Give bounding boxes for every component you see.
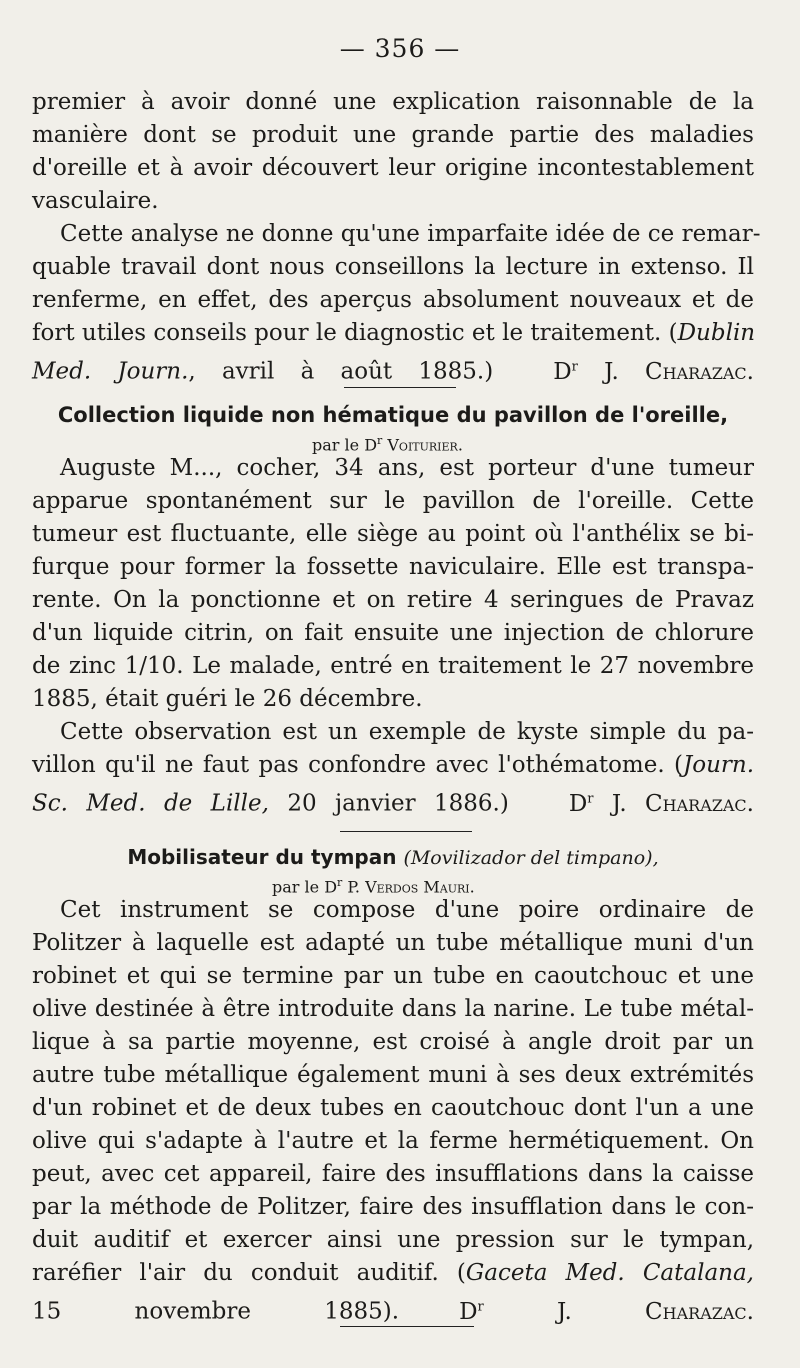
section-divider [344, 387, 456, 388]
article-byline: par le $D^r$ Voiturier. [312, 434, 463, 455]
signature: $D^r$ J. Charazac. [553, 358, 754, 385]
text-line: furque pour former la fossette naviculaire. Elle est transpa- [32, 554, 754, 580]
text-line: Auguste M..., cocher, 34 ans, est porteur d'une tumeur [60, 455, 754, 481]
text-line: d'oreille et à avoir découvert leur origine incontestablement [32, 155, 754, 181]
text-line: raréfier l'air du conduit auditif. (Gaceta Med. Catalana, [32, 1260, 754, 1286]
text-line: de zinc 1/10. Le malade, entré en traitement le 27 novembre [32, 653, 754, 679]
section-divider [340, 1326, 474, 1327]
text-line: olive destinée à être introduite dans la narine. Le tube métal- [32, 996, 754, 1022]
article-title: Collection liquide non hématique du pavillon de l'oreille, [57, 403, 729, 427]
text-line: renferme, en effet, des aperçus absolument nouveaux et de [32, 287, 754, 313]
article-byline: par le $D^r$ P. Verdos Mauri. [272, 876, 475, 897]
text-line: Cet instrument se compose d'une poire ordinaire de [60, 897, 754, 923]
text-line: par la méthode de Politzer, faire des insufflation dans le con- [32, 1194, 754, 1220]
text-line: quable travail dont nous conseillons la lecture in extenso. Il [32, 254, 754, 280]
text-line: autre tube métallique également muni à ses deux extrémités [32, 1062, 754, 1088]
text-line: lique à sa partie moyenne, est croisé à angle droit par un [32, 1029, 754, 1055]
text-line: vasculaire. [32, 188, 159, 214]
page-number: — 356 — [339, 34, 461, 63]
text-line: manière dont se produit une grande partie des maladies [32, 122, 754, 148]
journal-citation: Sc. Med. de Lille, [32, 790, 269, 817]
citation-signature-line: Med. Journ., avril à août 1885.) $D^r$ J. Charazac. [32, 358, 754, 385]
text-line: fort utiles conseils pour le diagnostic et le traitement. (Dublin [32, 320, 756, 346]
section-divider [340, 831, 472, 832]
text-line: rente. On la ponctionne et on retire 4 seringues de Pravaz [32, 587, 754, 613]
article-mobilisateur-tympan [32, 842, 754, 1323]
signature: $D^r$ J. Charazac. [568, 790, 754, 817]
text-line: duit auditif et exercer ainsi une pression sur le tympan, [32, 1227, 754, 1253]
article-title: Mobilisateur du tympan (Movilizador del timpano), [127, 845, 659, 869]
journal-citation: Journ. [683, 752, 754, 778]
text-line: d'un robinet et de deux tubes en caoutchouc dont l'un a une [32, 1095, 754, 1121]
text-line: apparue spontanément sur le pavillon de l'oreille. Cette [32, 488, 754, 514]
text-line: robinet et qui se termine par un tube en caoutchouc et une [32, 963, 754, 989]
journal-citation: Med. Journ. [32, 358, 189, 385]
text-line: tumeur est fluctuante, elle siège au point où l'anthélix se bi- [32, 521, 754, 547]
citation-signature-line: 15 novembre 1885). $D^r$ J. Charazac. [32, 1298, 754, 1325]
text-line: Cette observation est un exemple de kyste simple du pa- [60, 719, 754, 745]
text-line: premier à avoir donné une explication raisonnable de la [32, 89, 754, 115]
article-collection-liquide [32, 400, 754, 815]
text-line: 1885, était guéri le 26 décembre. [32, 686, 423, 712]
text-line: villon qu'il ne faut pas confondre avec l'othématome. (Journ. [32, 752, 754, 778]
text-line: Cette analyse ne donne qu'une imparfaite idée de ce remar- [60, 221, 761, 247]
section-previous-article [32, 86, 761, 385]
article-title-translation: (Movilizador del timpano), [403, 847, 659, 869]
citation-signature-line: Sc. Med. de Lille, 20 janvier 1886.) $D^r$ J. Charazac. [32, 790, 754, 817]
journal-citation: Gaceta Med. Catalana, [465, 1260, 754, 1286]
journal-citation: Dublin [677, 320, 756, 346]
signature: $D^r$ J. Charazac. [459, 1298, 754, 1325]
text-line: olive qui s'adapte à l'autre et la ferme hermétiquement. On [32, 1128, 754, 1154]
text-line: Politzer à laquelle est adapté un tube métallique muni d'un [32, 930, 754, 956]
text-line: peut, avec cet appareil, faire des insufflations dans la caisse [32, 1161, 754, 1187]
text-line: d'un liquide citrin, on fait ensuite une injection de chlorure [32, 620, 754, 646]
